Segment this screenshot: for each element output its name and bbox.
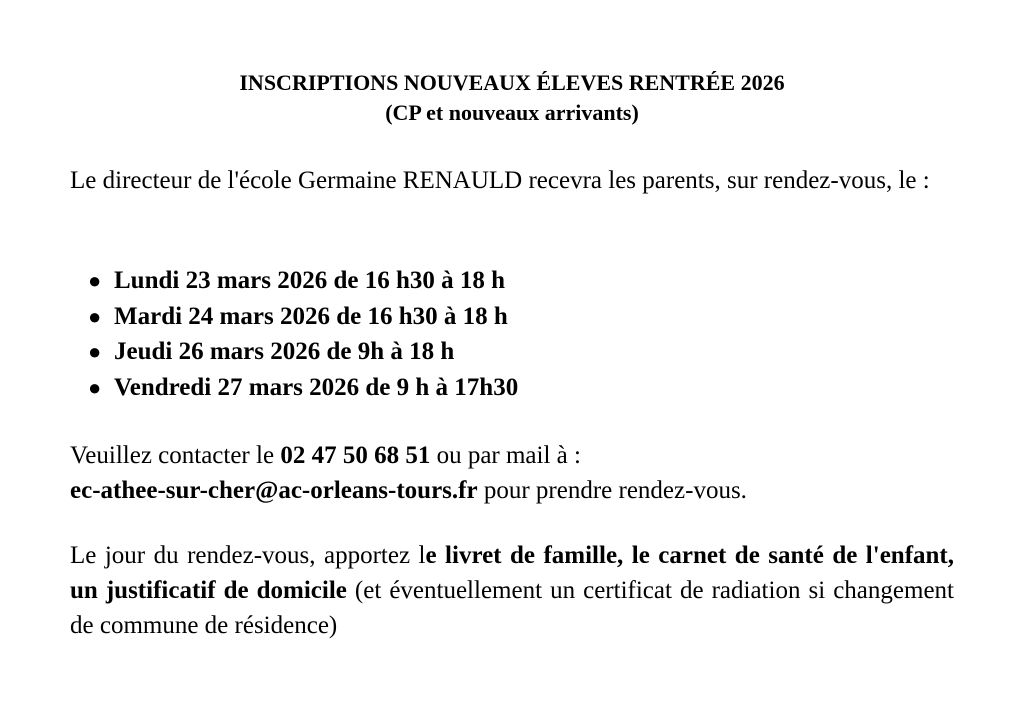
schedule-list bbox=[88, 263, 518, 405]
bullet-icon: ● bbox=[88, 303, 102, 329]
contact-paragraph bbox=[70, 438, 954, 508]
title-line-1: INSCRIPTIONS NOUVEAUX ÉLEVES RENTRÉE 2026 bbox=[239, 70, 785, 95]
intro-paragraph: Le directeur de l'école Germaine RENAULD recevra les parents, sur rendez-vous, le : bbox=[70, 167, 930, 194]
contact-line-1 bbox=[70, 438, 954, 473]
email-address: ec-athee-sur-cher@ac-orleans-tours.fr bbox=[70, 477, 478, 504]
documents-prefix: Le jour du rendez-vous, apportez l bbox=[70, 542, 426, 569]
schedule-item bbox=[88, 263, 518, 299]
schedule-item-text: Lundi 23 mars 2026 de 16 h30 à 18 h bbox=[114, 267, 506, 294]
schedule-item bbox=[88, 334, 518, 370]
schedule-item-text: Mardi 24 mars 2026 de 16 h30 à 18 h bbox=[114, 302, 508, 330]
documents-required-list: e livret de famille, le carnet de santé de l'enfant, un justificatif de domicile bbox=[70, 542, 954, 604]
contact-suffix: pour prendre rendez-vous. bbox=[477, 477, 747, 504]
bullet-icon: ● bbox=[88, 374, 102, 400]
contact-middle: ou par mail à : bbox=[430, 442, 581, 469]
bullet-icon: ● bbox=[88, 339, 102, 364]
document-title bbox=[0, 68, 1024, 128]
documents-suffix: (et éventuellement un certificat de radiation si changement de commune de résidence) bbox=[70, 577, 954, 639]
contact-prefix: Veuillez contacter le bbox=[70, 442, 281, 469]
schedule-item bbox=[88, 370, 518, 406]
schedule-item-text: Jeudi 26 mars 2026 de 9h à 18 h bbox=[114, 338, 455, 365]
documents-paragraph bbox=[70, 538, 954, 643]
phone-number: 02 47 50 68 51 bbox=[280, 442, 431, 469]
title-line-2: (CP et nouveaux arrivants) bbox=[385, 100, 639, 125]
contact-line-2 bbox=[70, 473, 954, 508]
schedule-item bbox=[88, 299, 518, 335]
bullet-icon: ● bbox=[88, 268, 102, 293]
schedule-item-text: Vendredi 27 mars 2026 de 9 h à 17h30 bbox=[114, 373, 519, 401]
